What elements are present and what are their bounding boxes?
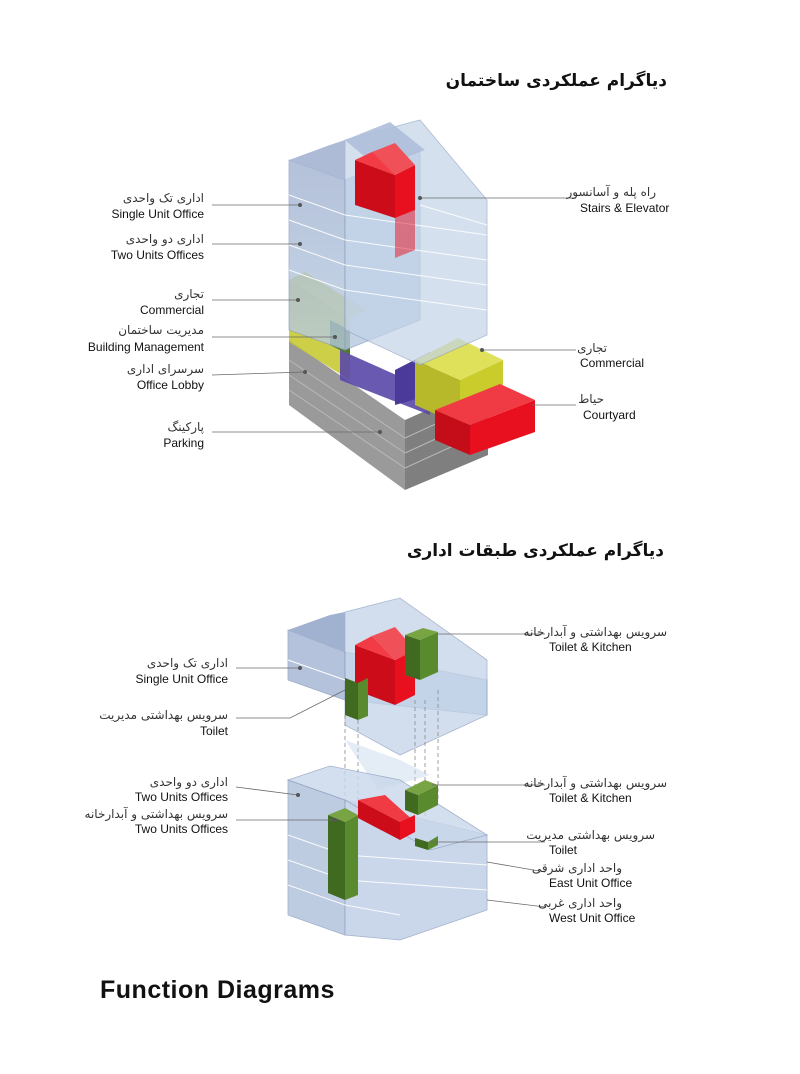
label-office-lobby-fa: سرسرای اداری xyxy=(126,362,204,376)
label-b-management-toilet-right-en: Toilet xyxy=(549,843,578,857)
building-function-diagram xyxy=(289,120,535,490)
label-single-unit-office-en: Single Unit Office xyxy=(111,207,204,221)
single-unit-floor-diagram xyxy=(288,598,487,755)
label-b-west-unit-en: West Unit Office xyxy=(549,911,636,925)
label-two-units-offices-en: Two Units Offices xyxy=(110,248,204,262)
label-b-toilet-kitchen-top-fa: سرویس بهداشتی و آبدارخانه xyxy=(523,625,667,639)
label-b-toilet-kitchen-mid-en: Toilet & Kitchen xyxy=(549,791,632,805)
label-building-management-en: Building Management xyxy=(87,340,204,354)
label-b-single-unit-office-fa: اداری تک واحدی xyxy=(146,656,228,670)
label-single-unit-office-fa: اداری تک واحدی xyxy=(122,191,204,205)
label-b-toilet-kitchen-mid-fa: سرویس بهداشتی و آبدارخانه xyxy=(523,776,667,790)
label-courtyard-en: Courtyard xyxy=(583,408,636,422)
label-two-units-offices-fa: اداری دو واحدی xyxy=(125,232,204,246)
label-stairs-elevator-en: Stairs & Elevator xyxy=(580,201,670,215)
bottom-diagram-title: دیاگرام عملکردی طبقات اداری xyxy=(406,541,664,561)
label-b-management-toilet-en: Toilet xyxy=(199,724,228,738)
label-b-east-unit-en: East Unit Office xyxy=(549,876,633,890)
top-diagram-title: دیاگرام عملکردی ساختمان xyxy=(445,71,667,91)
label-building-management-fa: مدیریت ساختمان xyxy=(118,323,204,337)
two-units-floor-diagram xyxy=(288,766,487,940)
bottom-right-labels xyxy=(524,624,667,925)
label-stairs-elevator-fa: راه پله و آسانسور xyxy=(566,185,656,199)
label-parking-en: Parking xyxy=(163,436,204,450)
bottom-left-labels xyxy=(85,656,229,836)
label-b-toilet-kitchen-left-fa: سرویس بهداشتی و آبدارخانه xyxy=(84,807,228,821)
label-commercial-right-fa: تجاری xyxy=(577,341,607,355)
label-b-two-units-offices-en: Two Units Offices xyxy=(134,790,228,804)
label-commercial-right-en: Commercial xyxy=(580,356,645,370)
top-right-labels xyxy=(566,184,670,422)
top-left-labels xyxy=(88,191,205,450)
label-b-toilet-kitchen-top-en: Toilet & Kitchen xyxy=(549,640,632,654)
label-b-single-unit-office-en: Single Unit Office xyxy=(135,672,228,686)
label-office-lobby-en: Office Lobby xyxy=(136,378,204,392)
label-parking-fa: پارکینگ xyxy=(167,420,204,434)
label-b-east-unit-fa: واحد اداری شرقی xyxy=(531,861,622,875)
label-b-management-toilet-right-fa: سرویس بهداشتی مدیریت xyxy=(526,828,655,842)
label-b-toilet-kitchen-left-en: Two Units Offices xyxy=(134,822,228,836)
figure-caption: Function Diagrams xyxy=(100,976,335,1004)
label-b-two-units-offices-fa: اداری دو واحدی xyxy=(149,775,228,789)
label-courtyard-fa: حیاط xyxy=(578,392,604,406)
label-commercial-en: Commercial xyxy=(139,303,204,317)
label-b-management-toilet-fa: سرویس بهداشتی مدیریت xyxy=(99,708,228,722)
label-b-west-unit-fa: واحد اداری غربی xyxy=(538,896,622,910)
label-commercial-fa: تجاری xyxy=(174,287,204,301)
